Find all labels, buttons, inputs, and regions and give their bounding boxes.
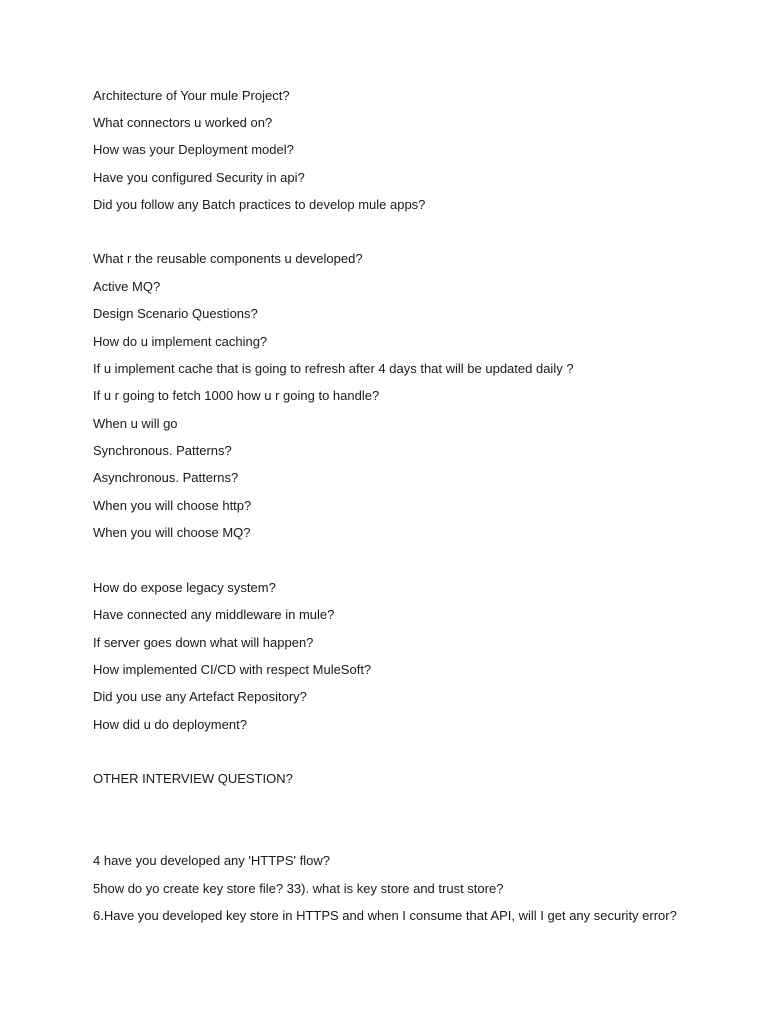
question-line: How was your Deployment model? [93, 142, 294, 157]
question-line: 5how do yo create key store file? 33). what is key store and trust store? [93, 881, 504, 896]
question-line: If server goes down what will happen? [93, 635, 314, 650]
question-line: 6.Have you developed key store in HTTPS and when I consume that API, will I get any security error? [93, 908, 677, 923]
question-line: What r the reusable components u developed? [93, 251, 363, 266]
question-line: If u r going to fetch 1000 how u r going to handle? [93, 388, 380, 403]
question-line: What connectors u worked on? [93, 115, 273, 130]
question-line: Design Scenario Questions? [93, 306, 258, 321]
section-heading: OTHER INTERVIEW QUESTION? [93, 771, 293, 786]
question-line: How do u implement caching? [93, 334, 268, 349]
question-line: How did u do deployment? [93, 717, 247, 732]
question-line: How implemented CI/CD with respect MuleSoft? [93, 662, 372, 677]
question-line: Synchronous. Patterns? [93, 443, 232, 458]
question-line: Did you follow any Batch practices to develop mule apps? [93, 197, 426, 212]
question-line: How do expose legacy system? [93, 580, 276, 595]
question-line: Asynchronous. Patterns? [93, 470, 239, 485]
question-line: Did you use any Artefact Repository? [93, 689, 307, 704]
question-line: If u implement cache that is going to refresh after 4 days that will be updated daily ? [93, 361, 574, 376]
question-line: When you will choose http? [93, 498, 252, 513]
question-line: Architecture of Your mule Project? [93, 88, 290, 103]
question-line: Have you configured Security in api? [93, 170, 305, 185]
question-line: When you will choose MQ? [93, 525, 251, 540]
question-line: When u will go [93, 416, 178, 431]
question-line: Have connected any middleware in mule? [93, 607, 335, 622]
question-line: 4 have you developed any 'HTTPS' flow? [93, 853, 330, 868]
question-line: Active MQ? [93, 279, 161, 294]
